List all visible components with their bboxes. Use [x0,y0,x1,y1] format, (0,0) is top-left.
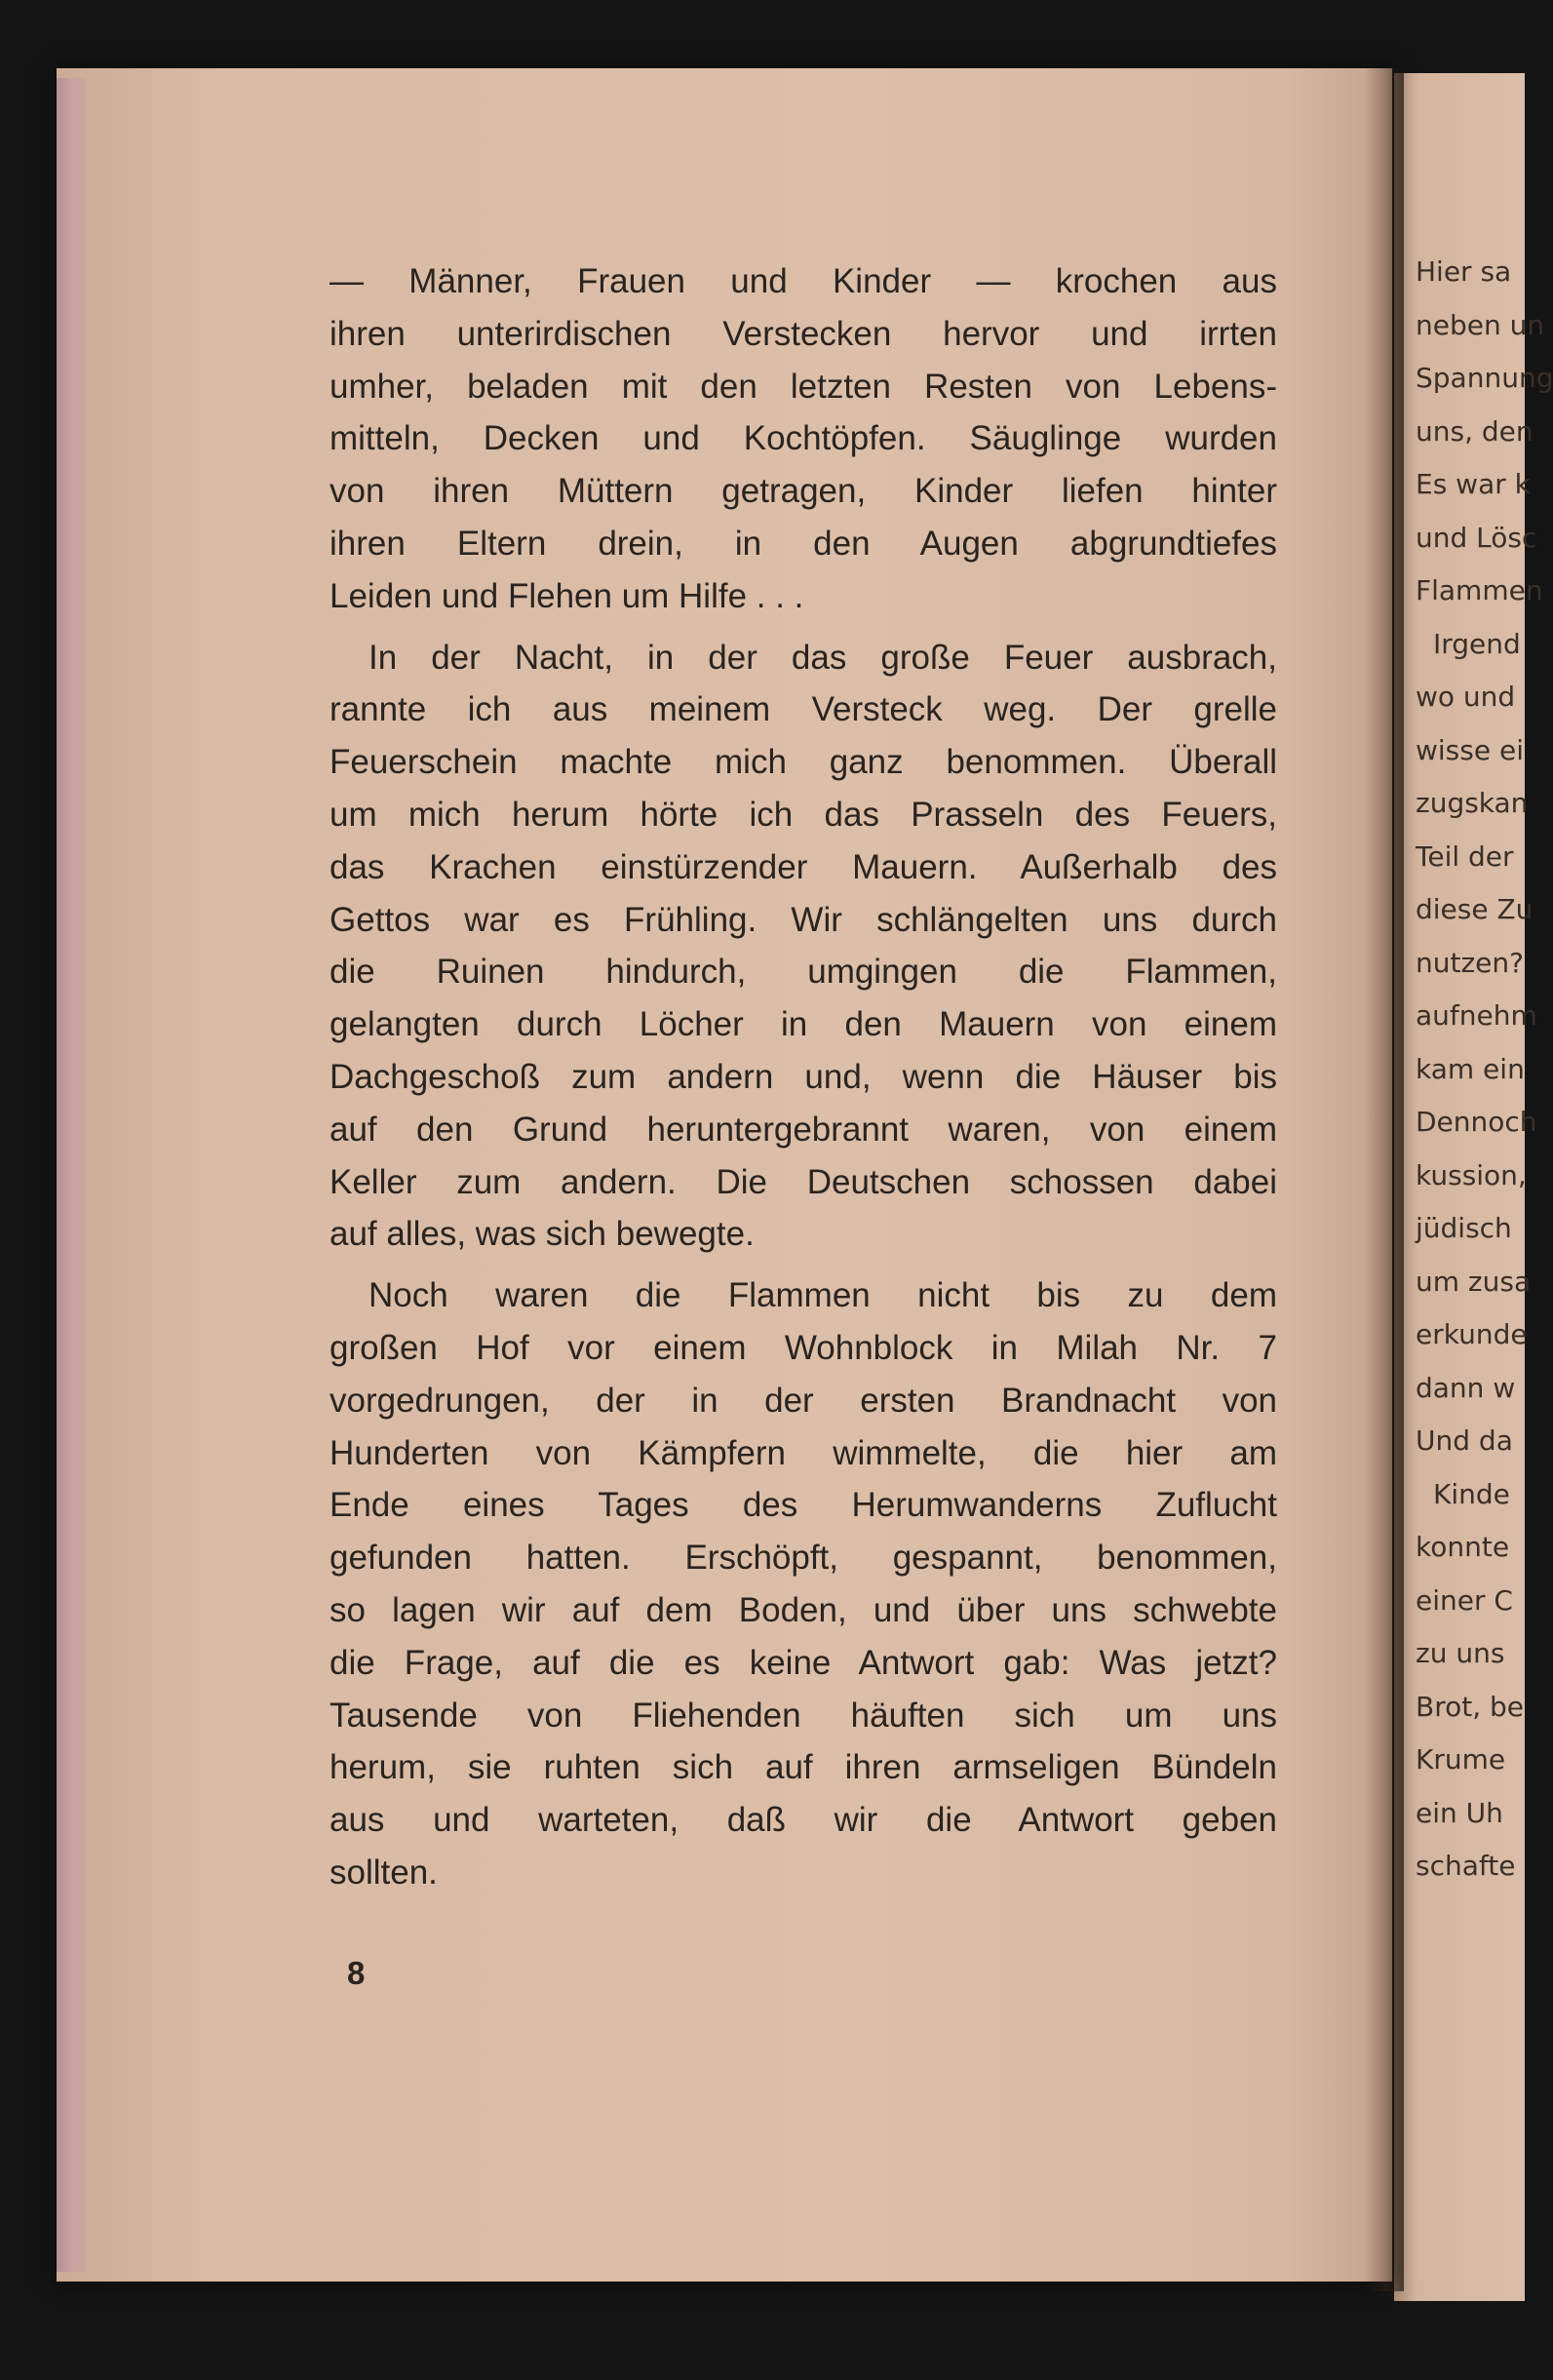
text-line: so lagen wir auf dem Boden, und über uns schwebte [330,1590,1277,1629]
text-line: das Krachen einstürzender Mauern. Außerhalb des [330,847,1277,886]
text-line: neben un [1416,308,1545,341]
text-line: auf den Grund heruntergebrannt waren, von einem [330,1110,1277,1149]
text-line: wisse ei [1416,733,1524,766]
text-line: konnte [1416,1531,1510,1563]
text-line: Feuerschein machte mich ganz benommen. Überall [330,743,1277,782]
text-line: rannte ich aus meinem Versteck weg. Der grelle [330,690,1277,729]
text-line: Keller zum andern. Die Deutschen schossen dabei [330,1162,1277,1201]
paragraph [330,1269,1277,1899]
text-line: Brot, be [1416,1690,1525,1723]
text-line: wo und [1416,681,1516,713]
text-line: Leiden und Flehen um Hilfe . . . [330,576,804,615]
text-line: Hunderten von Kämpfern wimmelte, die hier am [330,1433,1277,1472]
text-line: die Frage, auf die es keine Antwort gab: Was jetzt? [330,1643,1277,1682]
text-line: dann w [1416,1371,1516,1404]
text-line: Dennoch [1416,1106,1537,1138]
text-line: von ihren Müttern getragen, Kinder liefen hinter [330,472,1277,511]
text-line: Teil der [1416,839,1514,873]
text-line: kam ein [1416,1052,1525,1085]
paragraph-gap [330,1261,1277,1269]
text-line: um mich herum hörte ich das Prasseln des Feuers, [330,795,1277,834]
text-line: Ende eines Tages des Herumwanderns Zuflucht [330,1486,1277,1525]
text-line: gefunden hatten. Erschöpft, gespannt, benommen, [330,1539,1277,1578]
text-line: und Lösc [1416,521,1537,554]
text-line: erkunde [1416,1318,1528,1350]
text-line: kussion, [1416,1158,1527,1191]
book-gutter [1365,68,1404,2291]
text-line: herum, sie ruhten sich auf ihren armseligen Bündeln [330,1748,1277,1787]
text-line: Gettos war es Frühling. Wir schlängelten uns durch [330,900,1277,939]
text-line: vorgedrungen, der in der ersten Brandnacht von [330,1381,1277,1420]
text-line: auf alles, was sich bewegte. [330,1215,755,1254]
text-line: jüdisch [1416,1212,1512,1244]
page-edge [57,78,86,2272]
text-line: umher, beladen mit den letzten Resten von Lebens- [330,367,1277,406]
text-line: ein Uh [1416,1796,1503,1829]
page-number: 8 [347,1955,366,1991]
text-line: Es war k [1416,468,1531,500]
text-line: Flammen [1416,574,1543,606]
text-line: Noch waren die Flammen nicht bis zu dem [369,1276,1277,1315]
text-line: die Ruinen hindurch, umgingen die Flammen, [330,953,1277,992]
text-line: Kinde [1433,1477,1510,1510]
paragraph [330,632,1277,1262]
text-line: schafte [1416,1850,1516,1882]
text-line: mitteln, Decken und Kochtöpfen. Säuglinge wurden [330,419,1277,458]
text-line: Krume [1416,1743,1506,1775]
text-line: uns, den [1416,414,1534,448]
text-line: Irgend [1433,627,1521,660]
text-line: In der Nacht, in der das große Feuer ausbrach, [369,638,1277,677]
text-line: großen Hof vor einem Wohnblock in Milah Nr. 7 [330,1328,1277,1367]
text-line: nutzen? [1416,946,1525,979]
text-line: Und da [1416,1424,1513,1457]
text-line: um zusa [1416,1265,1532,1298]
text-line: sollten. [330,1853,438,1892]
text-line: Hier sa [1416,255,1512,288]
left-page-text [330,255,1277,1899]
text-line: gelangten durch Löcher in den Mauern von einem [330,1005,1277,1044]
text-line: diese Zu [1416,893,1534,925]
text-line: — Männer, Frauen und Kinder — krochen aus [330,262,1277,300]
text-line: Spannung [1416,362,1553,394]
text-line: einer C [1416,1583,1513,1617]
text-line: aus und warteten, daß wir die Antwort geben [330,1801,1277,1840]
text-line: Tausende von Fliehenden häuften sich um uns [330,1696,1277,1735]
text-line: ihren Eltern drein, in den Augen abgrundtiefes [330,524,1277,563]
right-page-text [1416,246,1553,1893]
text-line: ihren unterirdischen Verstecken hervor und irrten [330,314,1277,353]
text-line: aufnehm [1416,999,1537,1032]
text-line: zugskan [1416,787,1529,819]
paragraph-gap [330,623,1277,632]
text-line: Dachgeschoß zum andern und, wenn die Häuser bis [330,1057,1277,1096]
paragraph [330,255,1277,623]
text-line: zu uns [1416,1637,1505,1669]
